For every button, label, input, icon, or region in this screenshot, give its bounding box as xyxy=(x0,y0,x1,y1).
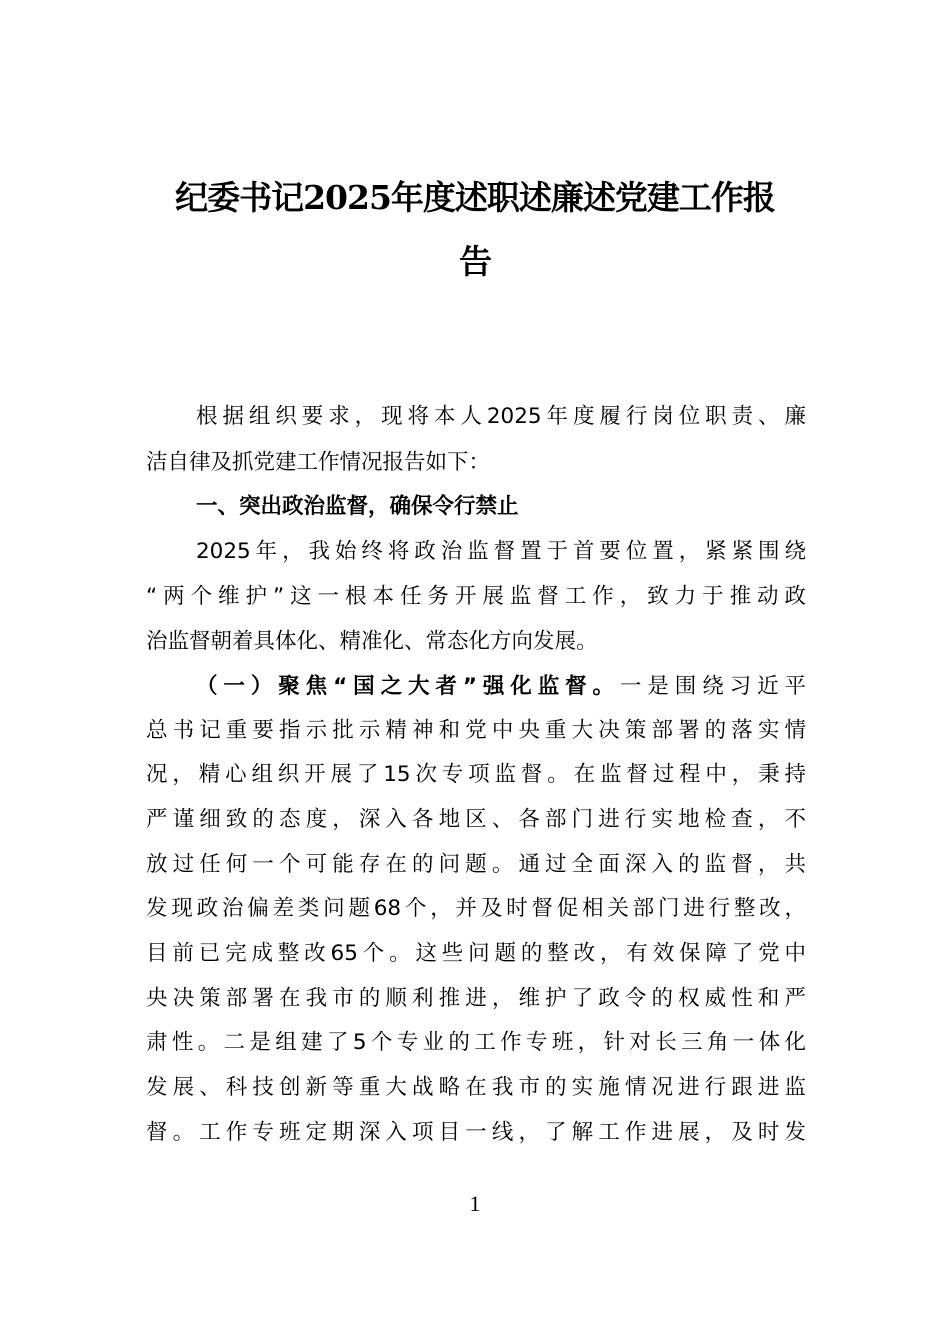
intro-line-1: 根据组织要求，现将本人2025年度履行岗位职责、廉 xyxy=(196,404,806,429)
subsection-1-line-8: 央决策部署在我市的顺利推进，维护了政令的权威性和严 xyxy=(146,986,806,1011)
page-number: 1 xyxy=(469,1191,481,1216)
section-1-paragraph-line-3: 治监督朝着具体化、精准化、常态化方向发展。 xyxy=(146,629,598,654)
section-1-paragraph-line-2: “两个维护”这一根本任务开展监督工作，致力于推动政 xyxy=(146,584,806,609)
subsection-1-line-5: 放过任何一个可能存在的问题。通过全面深入的监督，共 xyxy=(146,852,806,877)
subsection-1-line-6: 发现政治偏差类问题68个，并及时督促相关部门进行整改， xyxy=(146,896,806,921)
subsection-1-line-7: 目前已完成整改65个。这些问题的整改，有效保障了党中 xyxy=(146,941,806,966)
section-1-paragraph-line-1: 2025年，我始终将政治监督置于首要位置，紧紧围绕 xyxy=(196,539,806,564)
intro-line-2: 洁自律及抓党建工作情况报告如下： xyxy=(146,450,491,475)
subsection-1-label: （一）聚焦“国之大者”强化监督。 xyxy=(196,674,620,699)
document-title-line-2: 告 xyxy=(459,242,491,281)
section-1-heading: 一、突出政治监督，确保令行禁止 xyxy=(196,494,519,519)
subsection-1-line-9: 肃性。二是组建了5个专业的工作专班，针对长三角一体化 xyxy=(146,1030,806,1055)
subsection-1-line-3: 况，精心组织开展了15次专项监督。在监督过程中，秉持 xyxy=(146,762,806,787)
subsection-1-line-2: 总书记重要指示批示精神和党中央重大决策部署的落实情 xyxy=(146,718,806,743)
subsection-1-line-11: 督。工作专班定期深入项目一线，了解工作进展，及时发 xyxy=(146,1120,806,1145)
subsection-1-first-line-rest: 一是围绕习近平 xyxy=(619,674,806,699)
subsection-1-first-line xyxy=(196,672,806,702)
subsection-1-line-10: 发展、科技创新等重大战略在我市的实施情况进行跟进监 xyxy=(146,1075,806,1100)
document-title-line-1: 纪委书记2025年度述职述廉述党建工作报 xyxy=(175,178,775,217)
subsection-1-line-4: 严谨细致的态度，深入各地区、各部门进行实地检查，不 xyxy=(146,807,806,832)
